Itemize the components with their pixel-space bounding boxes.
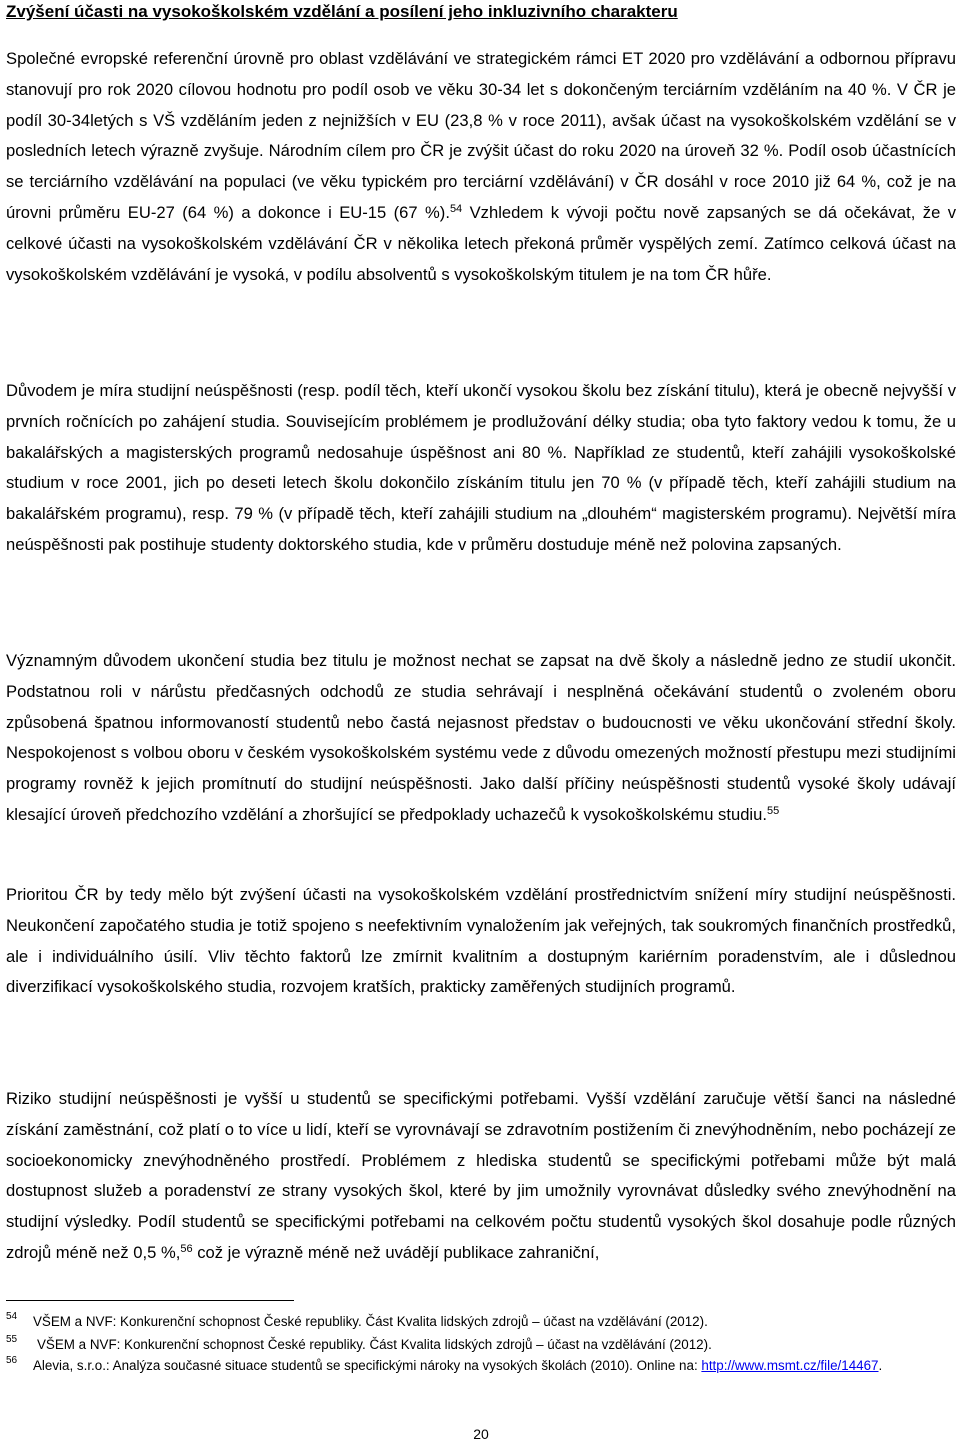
paragraph-text: Riziko studijní neúspěšnosti je vyšší u studentů se specifickými potřebami. Vyšší vzdělání zaručuje větší šanci na následné získání zaměstnání, což platí o to více u lidí, kteří se vyrovnávají se zdravotním postižením či znevýhodněním, nebo pocházejí ze socioekonomicky znevýhodněného prostředí. Problémem z hlediska studentů se specifickými potřebami může být malá dostupnost služeb a poradenství ze strany vysokých škol, které by jim umožnily vyrovnávat důsledky svého znevýhodnění na studijní výsledky. Podíl studentů se specifickými potřebami na celkovém počtu studentů vysokých škol dosahuje podle různých zdrojů méně než 0,5 %,: [6, 1089, 956, 1262]
paragraph-participation: [6, 44, 956, 290]
paragraph-text: Prioritou ČR by tedy mělo být zvýšení účasti na vysokoškolském vzdělání prostřednictvím snížení míry studijní neúspěšnosti. Neukončení započatého studia je totiž spojeno s neefektivním vynaložením jak veřejných, tak soukromých finančních prostředků, ale i individuálního úsilí. Vliv těchto faktorů lze zmírnit kvalitním a dostupným kariérním poradenstvím, ale i důslednou diverzifikací vysokoškolského studia, rozvojem kratších, prakticky zaměřených studijních programů.: [6, 885, 956, 997]
footnote-link[interactable]: http://www.msmt.cz/file/14467: [701, 1358, 879, 1373]
footnote-54: [6, 1312, 956, 1332]
paragraph-specific-needs: [6, 1084, 956, 1269]
footnote-ref-56[interactable]: 56: [180, 1242, 193, 1255]
paragraph-text: Důvodem je míra studijní neúspěšnosti (resp. podíl těch, kteří ukončí vysokou školu bez získání titulu), která je obecně nejvyšší v prvních ročnících po zahájení studia. Souvisejícím problémem je prodlužování délky studia; oba tyto faktory vedou k tomu, že u bakalářských a magisterských programů nedosahuje úspěšnost ani 80 %. Například ze studentů, kteří zahájili vysokoškolské studium v roce 2001, jich po deseti letech školu dokončilo získáním titulu jen 70 % (v případě těch, kteří zahájili studium na bakalářském programu), resp. 79 % (v případě těch, kteří zahájili studium na „dlouhém“ magisterském programu). Největší míra neúspěšnosti pak postihuje studenty doktorského studia, kde v průměru dostuduje méně než polovina zapsaných.: [6, 381, 956, 554]
paragraph-failure-rate: [6, 376, 956, 561]
paragraph-text: Vzhledem k vývoji počtu nově zapsaných se dá očekávat, že v celkové účasti na vysokoškolském vzdělávání ČR v několika letech překoná průměr vyspělých zemí. Zatímco celková účast na vysokoškolském vzdělávání je vysoká, v podílu absolventů s vysokoškolským titulem je na tom ČR hůře.: [6, 202, 956, 284]
footnote-number: 55: [6, 1334, 18, 1345]
paragraph-reasons: [6, 646, 956, 831]
paragraph-text: Společné evropské referenční úrovně pro oblast vzdělávání ve strategickém rámci ET 2020 pro vzdělávání a odbornou přípravu stanovují pro rok 2020 cílovou hodnotu pro podíl osob ve věku 30-34 let s dokončeným terciárním vzděláním na 40 %. V ČR je podíl 30-34letých s VŠ vzděláním jeden z nejnižších v EU (23,8 % v roce 2011), avšak účast na vysokoškolském vzdělání se v posledních letech výrazně zvyšuje. Národním cílem pro ČR je zvýšit účast do roku 2020 na úroveň 32 %. Podíl osob účastnících se terciárního vzdělávání na populaci (ve věku typickém pro terciární vzdělávání) v ČR dosáhl v roce 2010 již 64 %, což je na úrovni průměru EU-27 (64 %) a dokonce i EU-15 (67 %).: [6, 49, 956, 222]
footnote-text: VŠEM a NVF: Konkurenční schopnost České republiky. Část Kvalita lidských zdrojů – účast na vzdělávání (2012).: [33, 1314, 708, 1329]
footnote-ref-55[interactable]: 55: [766, 804, 780, 817]
paragraph-priority: [6, 880, 956, 1003]
footnote-number: 56: [6, 1355, 18, 1366]
paragraph-text: Významným důvodem ukončení studia bez titulu je možnost nechat se zapsat na dvě školy a následně jedno ze studií ukončit. Podstatnou roli v nárůstu předčasných odchodů ze studia sehrávají i nesplněná očekávání studentů o zvoleném oboru způsobená špatnou informovaností studentů nebo častá nejasnost představ o budoucnosti ve věku ukončování střední školy. Nespokojenost s volbou oboru v českém vysokoškolském systému vede z důvodu omezených možností přestupu mezi studijními programy rovněž k jejich promítnutí do studijní neúspěšnosti. Jako další příčiny neúspěšnosti studentů vysoké školy udávají klesající úroveň předchozího vzdělání a zhoršující se předpoklady uchazečů k vysokoškolskému studiu.: [6, 651, 956, 824]
footnote-ref-54[interactable]: 54: [449, 202, 463, 215]
footnote-text: VŠEM a NVF: Konkurenční schopnost České republiky. Část Kvalita lidských zdrojů – účast na vzdělávání (2012).: [37, 1337, 712, 1352]
paragraph-text: což je výrazně méně než uvádějí publikace zahraniční,: [192, 1242, 600, 1262]
footnote-56: [6, 1356, 956, 1376]
footnote-text-end: .: [878, 1358, 883, 1373]
footnote-number: 54: [6, 1311, 18, 1322]
section-heading: Zvýšení účasti na vysokoškolském vzdělání a posílení jeho inkluzivního charakteru: [6, 2, 678, 21]
footnote-text-block: [33, 1356, 956, 1376]
page-number: 20: [473, 1426, 489, 1442]
footnote-text: Alevia, s.r.o.: Analýza současné situace studentů se specifickými nároky na vysokých školách (2010). Online na:: [33, 1358, 702, 1373]
footnote-separator: [6, 1300, 294, 1301]
footnote-55: [6, 1335, 956, 1355]
